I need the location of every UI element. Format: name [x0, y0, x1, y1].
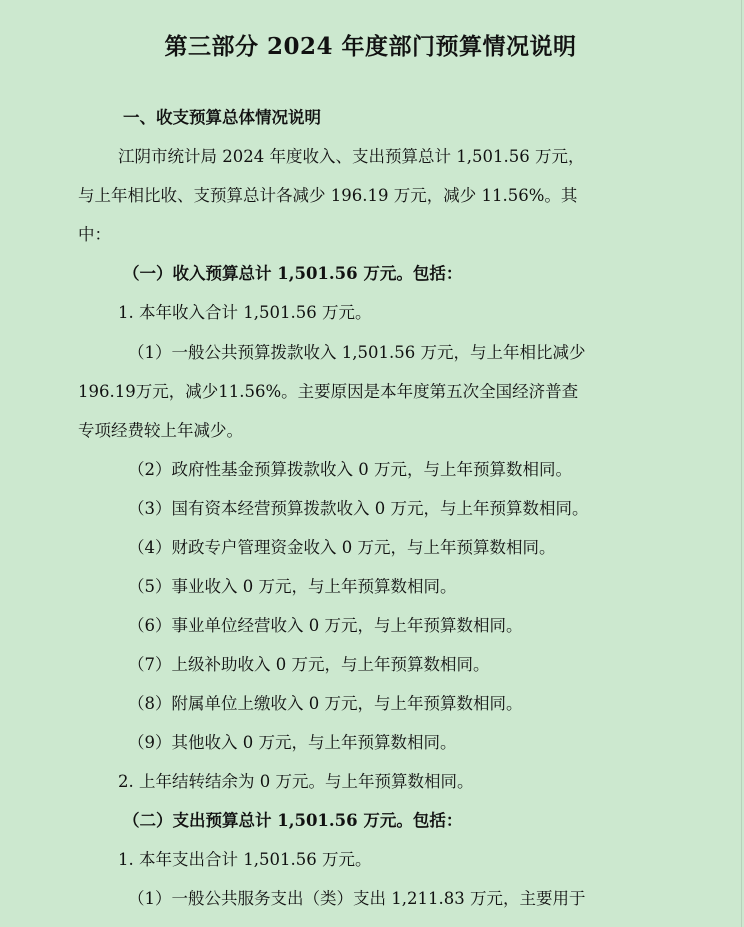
- income-item-1-line-3: 专项经费较上年减少。: [78, 421, 243, 440]
- intro-line-2: 与上年相比收、支预算总计各减少 196.19 万元，减少 11.56%。其: [78, 186, 578, 205]
- income-item-2: （2）政府性基金预算拨款收入 0 万元，与上年预算数相同。: [128, 460, 572, 479]
- expense-item-1: （1）一般公共服务支出（类）支出 1,211.83 万元，主要用于: [128, 889, 586, 908]
- carryover-line: 2. 上年结转结余为 0 万元。与上年预算数相同。: [118, 772, 474, 791]
- page-title: 第三部分 2024 年度部门预算情况说明: [164, 33, 577, 60]
- income-item-5: （5）事业收入 0 万元，与上年预算数相同。: [128, 577, 457, 596]
- intro-line-3: 中：: [78, 225, 111, 244]
- income-item-1-line-1: （1）一般公共预算拨款收入 1,501.56 万元，与上年相比减少: [128, 343, 586, 362]
- expense-total: 1. 本年支出合计 1,501.56 万元。: [118, 850, 372, 869]
- expense-heading: （二）支出预算总计 1,501.56 万元。包括：: [123, 811, 463, 830]
- income-total: 1. 本年收入合计 1,501.56 万元。: [118, 303, 372, 322]
- income-item-7: （7）上级补助收入 0 万元，与上年预算数相同。: [128, 655, 490, 674]
- intro-line-1: 江阴市统计局 2024 年度收入、支出预算总计 1,501.56 万元，: [118, 147, 585, 166]
- income-item-8: （8）附属单位上缴收入 0 万元，与上年预算数相同。: [128, 694, 523, 713]
- section-heading-overview: 一、收支预算总体情况说明: [123, 108, 321, 127]
- income-item-3: （3）国有资本经营预算拨款收入 0 万元，与上年预算数相同。: [128, 499, 589, 518]
- income-item-1-line-2: 196.19万元，减少11.56%。主要原因是本年度第五次全国经济普查: [78, 382, 579, 401]
- income-item-4: （4）财政专户管理资金收入 0 万元，与上年预算数相同。: [128, 538, 556, 557]
- income-heading: （一）收入预算总计 1,501.56 万元。包括：: [123, 264, 463, 283]
- income-item-9: （9）其他收入 0 万元，与上年预算数相同。: [128, 733, 457, 752]
- income-item-6: （6）事业单位经营收入 0 万元，与上年预算数相同。: [128, 616, 523, 635]
